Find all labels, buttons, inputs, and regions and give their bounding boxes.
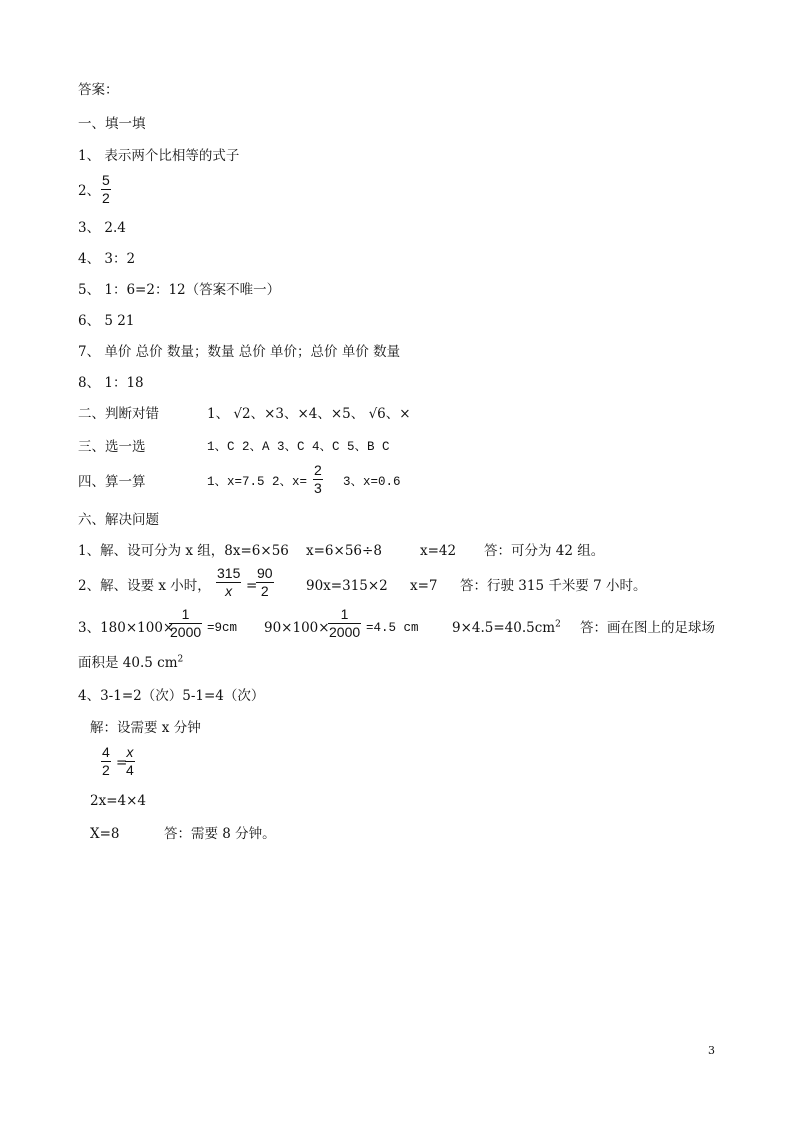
fraction-denominator: 2 (102, 190, 110, 206)
problem4-fraction-right (125, 744, 135, 779)
fraction-numerator: x (126, 744, 134, 760)
fraction-denominator: 2000 (170, 624, 202, 640)
section1-q4: 4、 3：2 (78, 251, 136, 267)
section1-q2-prefix: 2、 (78, 183, 101, 199)
fraction-numerator: 1 (340, 606, 349, 622)
fraction-denominator: 3 (314, 480, 322, 496)
problem4-fraction-left (101, 744, 111, 779)
problem4-equals: = (116, 755, 128, 771)
problem3-result-1: =9cm (207, 621, 238, 635)
section6-title: 六、解决问题 (78, 512, 159, 528)
problem3-area-calc-superscript: 2 (555, 619, 561, 630)
problem1-answer: 答：可分为 42 组。 (484, 543, 605, 559)
problem3-area-calc-text: 9×4.5=40.5cm (452, 620, 556, 636)
problem4-setup: 4、3-1=2（次）5-1=4（次） (78, 688, 265, 704)
problem2-step: 90x=315×2 (306, 578, 388, 594)
fraction-denominator: 2000 (329, 624, 361, 640)
problem3-area-calc (452, 620, 561, 636)
section1-q1: 1、 表示两个比相等的式子 (78, 148, 240, 164)
section1-q7: 7、 单价 总价 数量；数量 总价 单价；总价 单价 数量 (78, 344, 401, 360)
section1-q6: 6、 5 21 (78, 313, 135, 329)
section2-title: 二、判断对错 (78, 406, 159, 422)
problem4-solution: X=8 (90, 826, 120, 842)
fraction-numerator: 1 (181, 606, 190, 622)
section4-part2: 3、x=0.6 (343, 475, 401, 489)
section4-part1: 1、x=7.5 2、x= (207, 475, 308, 489)
problem4-step: 2x=4×4 (90, 793, 147, 809)
fraction-numerator: 4 (102, 744, 110, 760)
problem3-setup: 3、180×100× (78, 620, 175, 636)
section3-answers: 1、C 2、A 3、C 4、C 5、B C (207, 440, 390, 454)
fraction-denominator: 2 (260, 583, 269, 599)
problem3-result-2: =4.5 cm (366, 621, 419, 635)
fraction-denominator: 4 (126, 762, 134, 778)
problem2-solution: x=7 (410, 578, 438, 594)
fraction-numerator: 5 (102, 172, 110, 188)
problem4-answer: 答：需要 8 分钟。 (164, 826, 276, 842)
fraction-numerator: 315 (217, 565, 241, 581)
section1-q3: 3、 2.4 (78, 220, 126, 236)
answer-heading: 答案： (78, 82, 119, 98)
problem1-solution: x=42 (420, 543, 457, 559)
fraction-numerator: 2 (314, 462, 322, 478)
section1-q2-fraction (101, 172, 111, 207)
problem3-answer-superscript: 2 (177, 654, 184, 665)
problem1-setup: 1、解、设可分为 x 组，8x=6×56 (78, 543, 289, 559)
section3-title: 三、选一选 (78, 439, 146, 455)
problem2-equals: = (246, 578, 258, 594)
section1-q8: 8、 1：18 (78, 375, 144, 391)
problem2-fraction-left (216, 565, 241, 600)
problem3-answer-continued (78, 655, 183, 671)
problem2-setup: 2、解、设要 x 小时， (78, 578, 211, 594)
problem3-fraction-1 (169, 606, 202, 641)
section2-answers: 1、 √2、×3、×4、×5、 √6、× (207, 406, 411, 422)
page-number: 3 (708, 1044, 715, 1057)
fraction-denominator: x (225, 583, 233, 599)
fraction-numerator: 90 (257, 565, 273, 581)
section4-title: 四、算一算 (78, 474, 146, 490)
problem4-let: 解：设需要 x 分钟 (90, 720, 201, 736)
section1-title: 一、填一填 (78, 116, 146, 132)
section1-q5: 5、 1：6=2：12（答案不唯一） (78, 282, 281, 298)
problem3-expression-2: 90×100× (264, 620, 330, 636)
problem3-fraction-2 (328, 606, 361, 641)
fraction-denominator: 2 (102, 762, 110, 778)
problem2-answer: 答：行驶 315 千米要 7 小时。 (460, 578, 647, 594)
problem2-fraction-right (256, 565, 274, 600)
problem3-answer-continued-text: 面积是 40.5 cm (78, 655, 178, 671)
section4-fraction (313, 462, 323, 497)
problem1-step: x=6×56÷8 (306, 543, 382, 559)
problem3-answer: 答：画在图上的足球场 (580, 620, 715, 636)
